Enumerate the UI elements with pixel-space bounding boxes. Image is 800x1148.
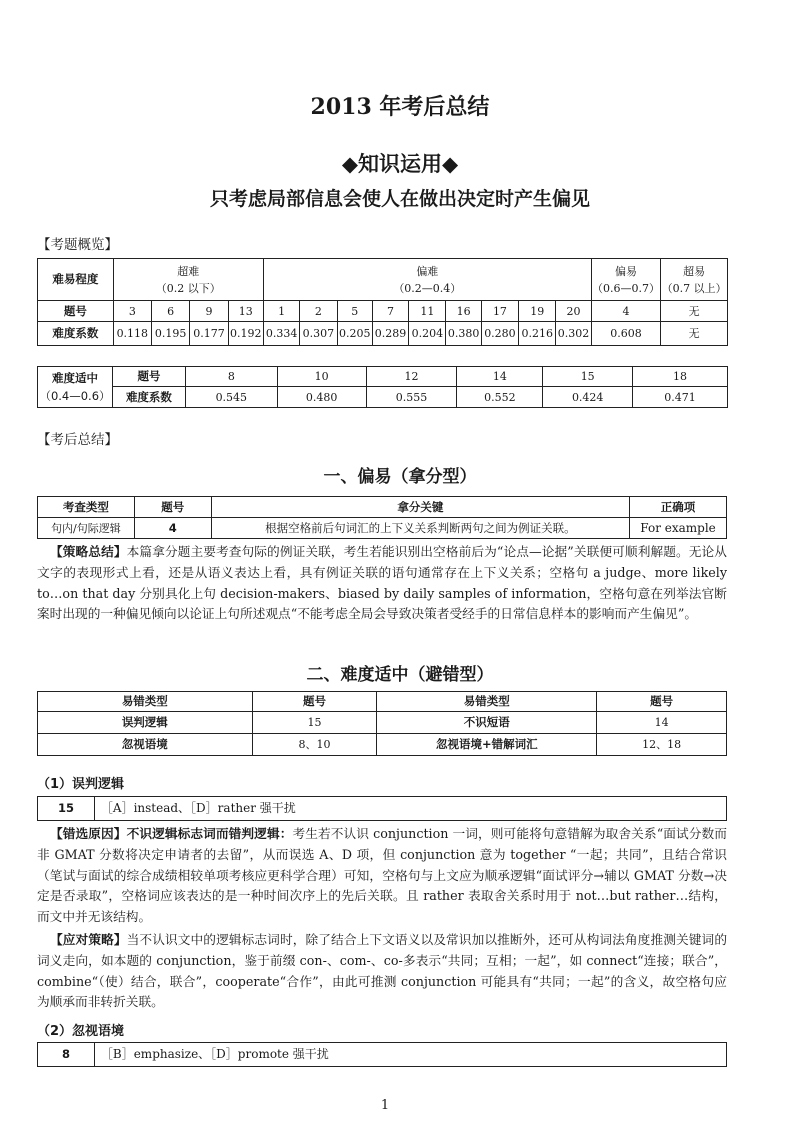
number-cell: 13 bbox=[228, 301, 263, 322]
group-super-hard bbox=[113, 259, 263, 301]
strategy-summary bbox=[37, 542, 727, 625]
group-name: 偏易 bbox=[615, 264, 637, 278]
number-cell: 12 bbox=[366, 367, 457, 387]
overview-label: 【考题概览】 bbox=[37, 237, 118, 253]
number-row bbox=[38, 301, 728, 322]
row-label-number: 题号 bbox=[38, 301, 114, 322]
number-cell: 1 bbox=[263, 301, 299, 322]
coef-cell: 0.192 bbox=[228, 322, 263, 346]
medium-difficulty-table bbox=[37, 366, 728, 408]
passage-subtitle: 只考虑局部信息会使人在做出决定时产生偏见 bbox=[209, 188, 590, 210]
header-cell: 拿分关键 bbox=[211, 497, 629, 518]
group-name: 超难 bbox=[177, 264, 200, 278]
number-cell: 12、18 bbox=[597, 734, 727, 756]
group-super-easy bbox=[661, 259, 728, 301]
coef-cell: 0.205 bbox=[337, 322, 372, 346]
part1-heading: 一、偏易（拿分型） bbox=[323, 467, 477, 487]
number-cell: 19 bbox=[519, 301, 556, 322]
sub2-label: （2）忽视语境 bbox=[37, 1024, 125, 1039]
group-range: （0.2—0.4） bbox=[393, 281, 462, 295]
group-range: （0.6—0.7） bbox=[592, 281, 660, 295]
number-cell: 8 bbox=[38, 1043, 95, 1067]
number-cell: 2 bbox=[300, 301, 337, 322]
coef-cell: 0.555 bbox=[366, 387, 457, 408]
coef-cell: 无 bbox=[661, 322, 728, 346]
row-label-coef: 难度系数 bbox=[38, 322, 114, 346]
header-cell: 题号 bbox=[252, 692, 377, 712]
number-cell: 14 bbox=[457, 367, 543, 387]
header-cell: 正确项 bbox=[630, 497, 727, 518]
type-cell: 句内/句际逻辑 bbox=[38, 518, 135, 539]
number-cell: 15 bbox=[543, 367, 633, 387]
number-cell: 18 bbox=[633, 367, 728, 387]
coef-cell: 0.177 bbox=[190, 322, 228, 346]
type-cell: 不识短语 bbox=[377, 712, 597, 734]
sub2-table bbox=[37, 1042, 727, 1067]
row-label-coef: 难度系数 bbox=[112, 387, 185, 408]
coef-cell: 0.545 bbox=[185, 387, 277, 408]
number-cell: 10 bbox=[277, 367, 366, 387]
coping-text: 当不认识文中的逻辑标志词时，除了结合上下文语义以及常识加以推断外，还可从构词法角度推测关键词的词义走向，如本题的 conjunction，鉴于前缀 con-、com-、co-多表示“共同；互相；一起”，如 connect“连接；联合”，combine“（使）结合，联合”，cooperate“合作”，由此可推测 conjunction 可能具有“共同；一起”的含义，故空格句应为顺承而非转折关联。 bbox=[37, 932, 728, 1010]
number-cell: 6 bbox=[151, 301, 189, 322]
header-cell: 考查类型 bbox=[38, 497, 135, 518]
number-cell: 8 bbox=[185, 367, 277, 387]
group-name: 超易 bbox=[683, 264, 706, 278]
number-cell: 20 bbox=[556, 301, 591, 322]
page-title: 2013 年考后总结 bbox=[310, 94, 490, 120]
strategy-text: 本篇拿分题主要考查句际的例证关联，考生若能识别出空格前后为“论点—论据”关联便可顺利解题。无论从文字的表现形式上看，还是从语义表达上看，具有例证关联的语句通常存在上下义关系；空格句 a judge、more likely to…on that day 分别具化上句 decision-makers、biased by daily samples of information，空格句意在列举法官断案时出现的一种偏见倾向以论证上句所述观点“不能考虑全局会导致决策者受经手的日常信息样本的影响而产生偏见”。 bbox=[37, 544, 727, 622]
coping-label: 【应对策略】 bbox=[50, 932, 127, 947]
reason-label: 【错选原因】不识逻辑标志词而错判逻辑： bbox=[50, 826, 293, 841]
number-cell: 15 bbox=[38, 797, 95, 821]
group-easy bbox=[591, 259, 661, 301]
number-cell: 9 bbox=[190, 301, 228, 322]
header-cell: 易错类型 bbox=[38, 692, 253, 712]
number-cell: 11 bbox=[409, 301, 446, 322]
medium-label-line1: 难度适中 bbox=[51, 371, 98, 385]
sub1-table bbox=[37, 796, 727, 821]
medium-label-line2: （0.4—0.6） bbox=[39, 389, 111, 403]
medium-range-label bbox=[38, 367, 113, 408]
type-cell: 误判逻辑 bbox=[38, 712, 253, 734]
number-cell: 14 bbox=[597, 712, 727, 734]
coef-cell: 0.216 bbox=[519, 322, 556, 346]
coef-cell: 0.471 bbox=[633, 387, 728, 408]
header-cell: 易错类型 bbox=[377, 692, 597, 712]
number-cell: 7 bbox=[372, 301, 408, 322]
coef-cell: 0.280 bbox=[481, 322, 518, 346]
row-label-difficulty: 难易程度 bbox=[38, 259, 114, 301]
summary-label: 【考后总结】 bbox=[37, 432, 118, 448]
coef-row bbox=[38, 322, 728, 346]
number-cell: 16 bbox=[446, 301, 481, 322]
key-cell: 根据空格前后句词汇的上下义关系判断两句之间为例证关联。 bbox=[211, 518, 629, 539]
part1-table bbox=[37, 496, 727, 539]
section-title: ◆知识运用◆ bbox=[341, 152, 459, 176]
group-hard bbox=[263, 259, 591, 301]
overview-table bbox=[37, 258, 728, 346]
number-cell: 4 bbox=[591, 301, 661, 322]
coef-cell: 0.552 bbox=[457, 387, 543, 408]
coef-cell: 0.195 bbox=[151, 322, 189, 346]
distractor-cell: ［B］emphasize、［D］promote 强干扰 bbox=[94, 1043, 726, 1067]
header-cell: 题号 bbox=[597, 692, 727, 712]
number-cell: 8、10 bbox=[252, 734, 377, 756]
sub1-label: （1）误判逻辑 bbox=[37, 777, 125, 792]
group-range: （0.2 以下） bbox=[155, 281, 221, 295]
group-name: 偏难 bbox=[416, 264, 439, 278]
number-cell: 17 bbox=[481, 301, 518, 322]
type-cell: 忽视语境 bbox=[38, 734, 253, 756]
coef-cell: 0.334 bbox=[263, 322, 299, 346]
distractor-cell: ［A］instead、［D］rather 强干扰 bbox=[94, 797, 726, 821]
coef-cell: 0.608 bbox=[591, 322, 661, 346]
answer-cell: For example bbox=[630, 518, 727, 539]
coef-cell: 0.118 bbox=[113, 322, 151, 346]
type-cell: 忽视语境+错解词汇 bbox=[377, 734, 597, 756]
number-cell: 3 bbox=[113, 301, 151, 322]
number-cell: 15 bbox=[252, 712, 377, 734]
coef-cell: 0.424 bbox=[543, 387, 633, 408]
reason-text: 考生若不认识 conjunction 一词，则可能将句意错解为取舍关系“面试分数而非 GMAT 分数将决定申请者的去留”，从而误选 A、D 项，但 conjunction 意为 together “一起；共同”，且结合常识（笔试与面试的综合成绩相较单项考核应更科学合理）可知，空格句与上文应为顺承逻辑“面试评分→辅以 GMAT 分数→决定是否录取”，空格词应该表达的是一种时间次序上的先后关联。且 rather 表取舍关系时用于 not…but rather…结构，而文中并无该结构。 bbox=[37, 826, 727, 925]
difficulty-row bbox=[38, 259, 728, 301]
number-cell: 5 bbox=[337, 301, 372, 322]
group-range: （0.7 以上） bbox=[661, 281, 727, 295]
coef-cell: 0.480 bbox=[277, 387, 366, 408]
page-number: 1 bbox=[380, 1098, 390, 1113]
row-label-number: 题号 bbox=[112, 367, 185, 387]
header-cell: 题号 bbox=[134, 497, 211, 518]
coef-cell: 0.302 bbox=[556, 322, 591, 346]
number-cell: 4 bbox=[134, 518, 211, 539]
coping-strategy bbox=[37, 930, 727, 1013]
part2-table bbox=[37, 691, 727, 756]
coef-cell: 0.380 bbox=[446, 322, 481, 346]
strategy-label: 【策略总结】 bbox=[50, 544, 127, 559]
coef-cell: 0.204 bbox=[409, 322, 446, 346]
error-reason bbox=[37, 824, 727, 928]
coef-cell: 0.289 bbox=[372, 322, 408, 346]
part2-heading: 二、难度适中（避错型） bbox=[306, 665, 494, 685]
number-cell: 无 bbox=[661, 301, 728, 322]
coef-cell: 0.307 bbox=[300, 322, 337, 346]
